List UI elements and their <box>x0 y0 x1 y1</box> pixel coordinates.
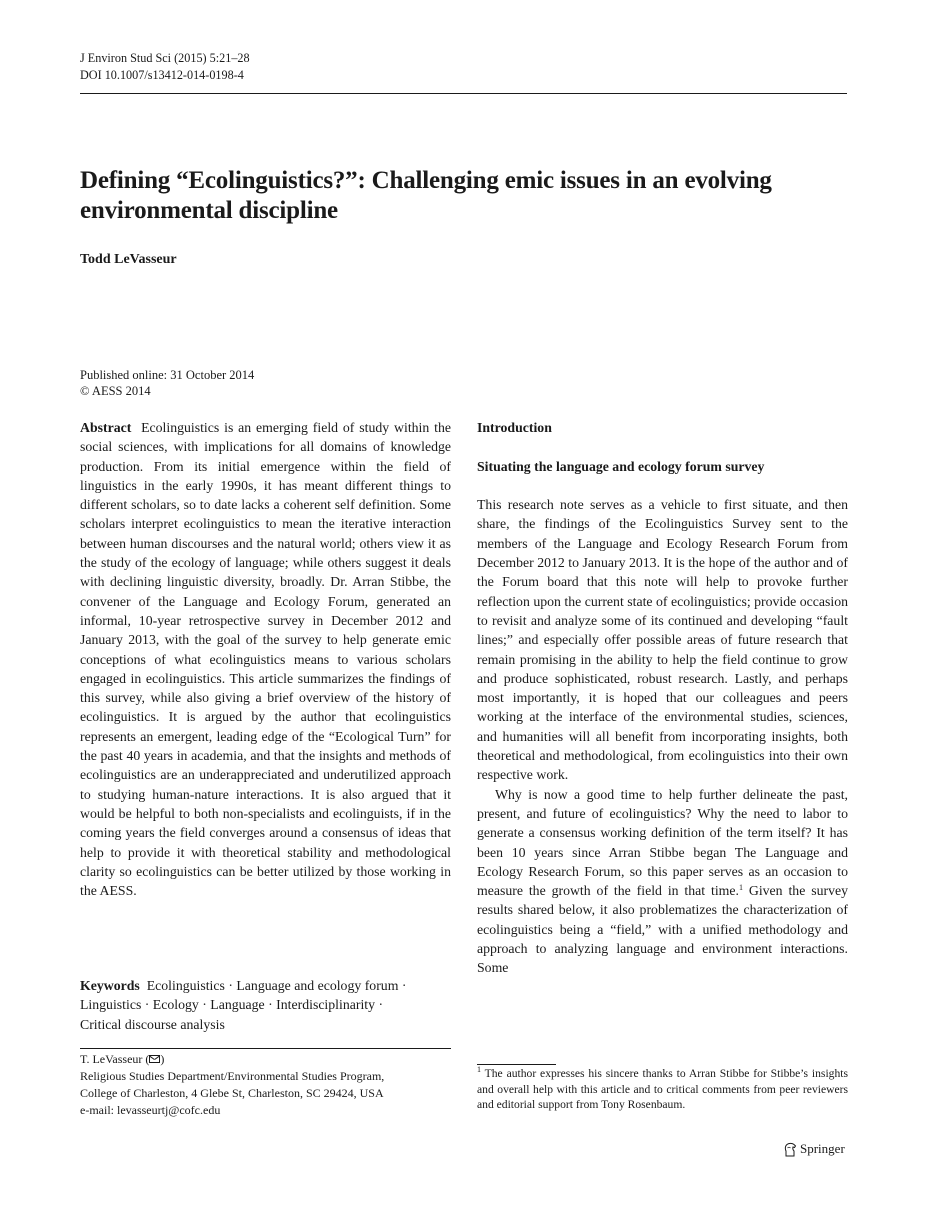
footnote <box>477 1066 848 1113</box>
footnote-text: The author expresses his sincere thanks to Arran Stibbe for Stibbe’s insights and overall help with this article and to critical comments from peer reviewers and editorial support from Tony Rosenbaum. <box>477 1067 848 1111</box>
publisher-logo <box>783 1141 845 1157</box>
springer-horse-icon <box>783 1142 797 1157</box>
footnote-rule <box>477 1064 556 1065</box>
introduction-paragraph-1: This research note serves as a vehicle to first situate, and then share, the findings of the Ecolinguistics Survey sent to the members of the Language and Ecology Research Forum from December 2012 to January 2013. It is the hope of the author and of the Forum board that this note will help to provoke further reflection upon the current state of ecolinguistics; provide occasion to revisit and analyze some of its continued and developing “fault lines;” and especially offer possible areas of future research that remain promising in the ability to help the field continue to grow and produce sophisticated, robust research. Lastly, and perhaps most importantly, it is hoped that our colleagues and peers working at the interface of the environmental studies, sciences, and humanities will all benefit from incorporating insights, both theoretical and methodological, from ecolinguistics into their own respective work. <box>477 497 848 783</box>
article-title <box>80 166 847 226</box>
keywords-line-1: Ecolinguistics · Language and ecology forum · <box>146 978 407 993</box>
affiliation-name: T. LeVasseur ( ) <box>80 1052 165 1066</box>
abstract <box>80 418 451 900</box>
affiliation-dept: Religious Studies Department/Environmental Studies Program, <box>80 1069 385 1083</box>
journal-citation: J Environ Stud Sci (2015) 5:21–28 <box>80 51 250 65</box>
affiliation-email: e-mail: levasseurtj@cofc.edu <box>80 1103 221 1117</box>
footnote-reference[interactable]: 1 <box>738 883 743 893</box>
keywords-line-2: Linguistics · Ecology · Language · Interdisciplinarity · <box>80 997 384 1013</box>
introduction-heading: Introduction <box>477 420 552 435</box>
title-line-1: Defining “Ecolinguistics?”: Challenging emic issues in an evolving <box>80 167 772 194</box>
left-column <box>80 418 451 900</box>
copyright: © AESS 2014 <box>80 384 151 398</box>
doi: DOI 10.1007/s13412-014-0198-4 <box>80 68 244 82</box>
keywords-label: Keywords <box>80 978 140 993</box>
envelope-icon <box>149 1055 160 1063</box>
author-affiliation <box>80 1051 451 1119</box>
introduction-paragraph-2: Why is now a good time to help further delineate the past, present, and future of ecolinguistics? Why the need to labor to generate a consensus working definition of the term itself? It has been 10 years since Arran Stibbe began The Language and Ecology Research Forum, so this paper serves as an occasion to measure the growth of the field in that time.$^1$ Given the survey results shared below, it also problematizes the characterization of ecolinguistics being a “field,” with a unified methodology and approach to analyzing language and environment interactions. Some <box>477 786 848 976</box>
publisher-name: Springer <box>800 1141 845 1156</box>
running-header <box>80 50 250 84</box>
abstract-label: Abstract <box>80 420 132 435</box>
introduction-subheading: Situating the language and ecology forum survey <box>477 458 765 474</box>
footnote-number: 1 <box>477 1065 481 1074</box>
affiliation-rule <box>80 1048 451 1049</box>
keywords <box>80 976 451 1034</box>
header-rule <box>80 93 847 94</box>
affiliation-address: College of Charleston, 4 Glebe St, Charleston, SC 29424, USA <box>80 1086 384 1100</box>
keywords-line-3: Critical discourse analysis <box>80 1016 225 1032</box>
published-online: Published online: 31 October 2014 <box>80 368 255 382</box>
author-name: Todd LeVasseur <box>80 252 177 267</box>
publication-info <box>80 367 254 399</box>
title-line-2: environmental discipline <box>80 197 338 224</box>
right-column <box>477 418 848 978</box>
abstract-text: Ecolinguistics is an emerging field of study within the social sciences, with implications for all domains of knowledge production. From its initial emergence within the field of linguistics in the early 1990s, it has meant different things to different scholars, so to date lacks a coherent self definition. Some scholars interpret ecolinguistics to mean the iterative interaction between human discourses and the natural world; others view it as the study of the ecology of language; while others suggest it deals with declining linguistic diversity, broadly. Dr. Arran Stibbe, the convener of the Language and Ecology Forum, generated an informal, 10-year retrospective survey in December 2012 and January 2013, with the goal of the survey to help generate emic conceptions of what ecolinguistics means to various scholars engaged in ecolinguistics. This article summarizes the findings of this survey, while also giving a brief overview of the history of ecolinguistics. It is argued by the author that ecolinguistics represents an emergent, leading edge of the “Ecological Turn” for the past 40 years in academia, and that the insights and methods of ecolinguistics are an underappreciated and underutilized approach to studying human-nature interactions. It is also argued that it would be helpful to both non-specialists and ecolinguists, if in the coming years the field converges around a consensus of ideas that help to provide it with theoretical stability and methodological clarity so ecolinguistics can be better utilized by those working in the AESS. <box>80 420 451 899</box>
